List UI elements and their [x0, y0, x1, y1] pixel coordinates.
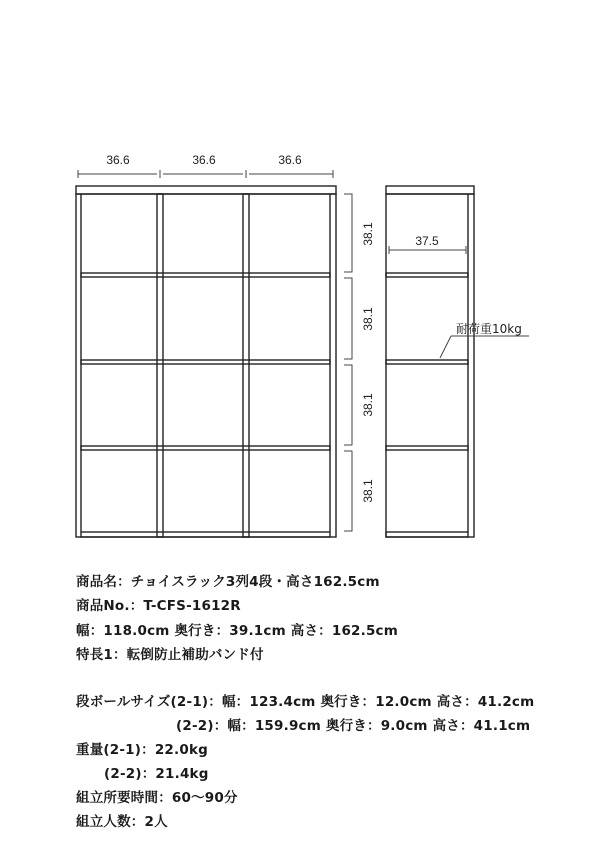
assembly-people: 組立人数：2人 [76, 814, 168, 830]
weight-1: 重量(2-1)：22.0kg [76, 742, 208, 758]
box-size-2: (2-2)：幅：159.9cm 奥行き：9.0cm 高さ：41.1cm [176, 718, 531, 734]
height-label-4: 38.1 [361, 479, 375, 503]
height-label-2: 38.1 [361, 307, 375, 331]
height-label-1: 38.1 [361, 222, 375, 246]
box-size-1: 段ボールサイズ(2-1)：幅：123.4cm 奥行き：12.0cm 高さ：41.2cm [76, 694, 535, 710]
product-feature: 特長1：転倒防止補助バンド付 [76, 647, 264, 663]
height-label-3: 38.1 [361, 393, 375, 417]
depth-label: 37.5 [415, 234, 439, 248]
assembly-time: 組立所要時間：60〜90分 [76, 790, 238, 806]
load-label: 耐荷重10kg [456, 322, 522, 336]
width-label-3: 36.6 [278, 153, 302, 167]
product-number: 商品No.：T-CFS-1612R [76, 598, 241, 614]
product-name: 商品名：チョイスラック3列4段・高さ162.5cm [76, 574, 380, 590]
width-label-2: 36.6 [192, 153, 216, 167]
width-label-1: 36.6 [106, 153, 130, 167]
product-dimensions: 幅：118.0cm 奥行き：39.1cm 高さ：162.5cm [76, 623, 399, 639]
weight-2: (2-2)：21.4kg [104, 766, 209, 782]
